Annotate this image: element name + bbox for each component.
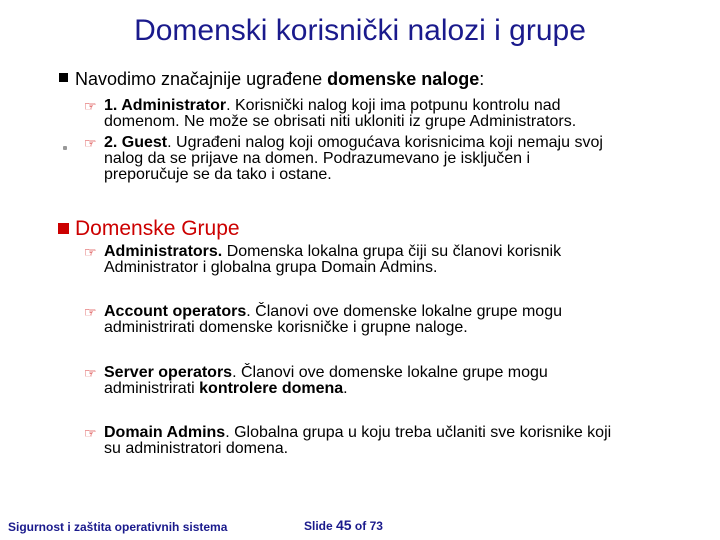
group-administrators: Administrators. Domenska lokalna grupa čiji su članovi korisnik Administrator i globalna grupa Domain Admins. — [104, 243, 562, 276]
group-server-operators: Server operators. Članovi ove domenske lokalne grupe mogu administrirati kontrolere domena. — [104, 364, 548, 397]
footer-course-title: Sigurnost i zaštita operativnih sistema — [8, 520, 228, 534]
pointing-hand-icon: ☞ — [84, 365, 97, 381]
pointing-hand-icon: ☞ — [84, 304, 97, 320]
square-bullet-icon — [59, 73, 68, 82]
domain-account-guest: 2. Guest. Ugrađeni nalog koji omogućava korisnicima koji nemaju svoj nalog da se prijave na domen. Podrazumevano je isključen i preporučuje se da tako i ostane. — [104, 134, 603, 183]
section1-intro: Navodimo značajnije ugrađene domenske naloge: — [75, 69, 485, 89]
pointing-hand-icon: ☞ — [84, 425, 97, 441]
domain-account-administrator: 1. Administrator. Korisnički nalog koji ima potpunu kontrolu nad domenom. Ne može se obrisati niti ukloniti iz grupe Administrators. — [104, 97, 577, 130]
pointing-hand-icon: ☞ — [84, 98, 97, 114]
slide-title: Domenski korisnički nalozi i grupe — [134, 14, 586, 47]
pointing-hand-icon: ☞ — [84, 244, 97, 260]
group-account-operators: Account operators. Članovi ove domenske lokalne grupe mogu administrirati domenske korisničke i grupne naloge. — [104, 303, 562, 336]
square-bullet-icon — [58, 223, 69, 234]
footer-slide-number: Slide 45 of 73 — [304, 517, 383, 533]
minor-bullet-icon — [63, 146, 67, 150]
group-domain-admins: Domain Admins. Globalna grupa u koju treba učlaniti sve korisnike koji su administratori domena. — [104, 424, 612, 457]
section2-heading: Domenske Grupe — [75, 217, 240, 240]
pointing-hand-icon: ☞ — [84, 135, 97, 151]
